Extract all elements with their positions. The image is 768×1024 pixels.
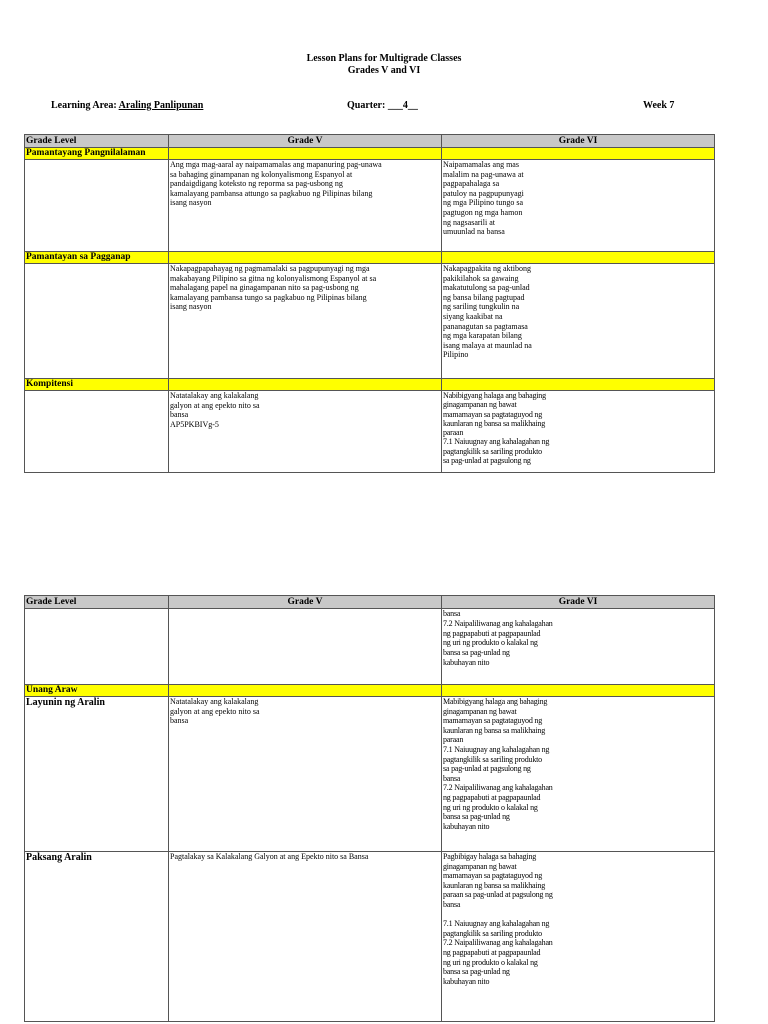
doc-subtitle: Grades V and VI (347, 65, 421, 76)
table-row (25, 264, 715, 379)
header-grade-vi: Grade VI (442, 596, 715, 609)
section-row (25, 252, 715, 264)
cell-grade-v: Ang mga mag-aaral ay naipamamalas ang mapanuring pag-unawa sa bahaging ginampanan ng kolonyalismong Espanyol at pandaigdigang koteksto ng reporma sa pag-usbong ng kamalayang pambansa attungo sa pagkabuo ng Pilipinas bilang isang nasyon (169, 160, 442, 252)
learning-area (51, 100, 203, 111)
cell-grade-v: Pagtalakay sa Kalakalang Galyon at ang Epekto nito sa Bansa (169, 852, 442, 1022)
cell-grade-v: Natatalakay ang kalakalang galyon at ang epekto nito sa bansa AP5PKBIVg-5 (169, 391, 442, 473)
header-grade-level: Grade Level (25, 596, 169, 609)
learning-area-value: Araling Panlipunan (118, 100, 204, 111)
section-label: Unang Araw (25, 685, 169, 697)
cell-grade-v: Nakapagpapahayag ng pagmamalaki sa pagpupunyagi ng mga makabayang Pilipino sa gitna ng kolonyalismong Espanyol at sa mahalagang papel na ginagampanan nito sa pag-usbong ng kamalayang pambansa tungo sa pagkabuo ng Pilipinas bilang isang nasyon (169, 264, 442, 379)
header-grade-vi: Grade VI (442, 135, 715, 148)
table-row (25, 609, 715, 685)
section-row (25, 379, 715, 391)
cell-grade-vi: Naipamamalas ang mas malalim na pag-unawa at pagpapahalaga sa patuloy na pagpupunyagi ng mga Pilipino tungo sa pagtugon ng mga hamon ng nagsasarili at umuunlad na bansa (442, 160, 715, 252)
table-row (25, 852, 715, 1022)
cell-grade-vi: Mabibigyang halaga ang bahaging ginagampanan ng bawat mamamayan sa pagtataguyod ng kaunlaran ng bansa sa malikhaing paraan 7.1 Naiuugnay ang kahalagahan ng pagtangkilik sa sariling produkto sa pag-unlad at pagsulong ng bansa 7.2 Naipaliliwanag ang kahalagahan ng pagpapabuti at pagpapaunlad ng uri ng produkto o kalakal ng bansa sa pag-unlad ng kabuhayan nito (442, 697, 715, 852)
table-header-row (25, 135, 715, 148)
header-grade-level: Grade Level (25, 135, 169, 148)
cell-grade-vi: Pagbibigay halaga sa bahaging ginagampanan ng bawat mamamayan sa pagtataguyod ng kaunlaran ng bansa sa malikhaing paraan sa pag-unlad at pagsulong ng bansa 7.1 Naiuugnay ang kahalagahan ng pagtangkilik sa sariling produkto 7.2 Naipaliliwanag ang kahalagahan ng pagpapabuti at pagpapaunlad ng uri ng produkto o kalakal ng bansa sa pag-unlad ng kabuhayan nito (442, 852, 715, 1022)
row-label-paksa: Paksang Aralin (25, 852, 169, 1022)
cell-grade-v: Natatalakay ang kalakalang galyon at ang epekto nito sa bansa (169, 697, 442, 852)
table-row (25, 160, 715, 252)
cell-grade-vi: Nakapagpakita ng aktibong pakikilahok sa gawaing makatutulong sa pag-unlad ng bansa bilang pagtupad ng sariling tungkulin na siyang kaakibat na pananagutan sa pagtamasa ng mga karapatan bilang isang malaya at maunlad na Pilipino (442, 264, 715, 379)
section-row (25, 148, 715, 160)
cell-grade-vi: bansa 7.2 Naipaliliwanag ang kahalagahan ng pagpapabuti at pagpapaunlad ng uri ng produkto o kalakal ng bansa sa pag-unlad ng kabuhayan nito (442, 609, 715, 685)
section-label: Kompitensi (25, 379, 169, 391)
learning-area-label: Learning Area: (51, 100, 117, 111)
week-label: Week 7 (643, 100, 675, 111)
table-row (25, 697, 715, 852)
lesson-table-2 (24, 595, 715, 1022)
quarter (347, 100, 418, 111)
row-label-layunin: Layunin ng Aralin (25, 697, 169, 852)
quarter-label: Quarter: (347, 100, 386, 111)
cell-grade-vi: Nabibigyang halaga ang bahaging ginagampanan ng bawat mamamayan sa pagtataguyod ng kaunlaran ng bansa sa malikhaing paraan 7.1 Naiuugnay ang kahalagahan ng pagtangkilik sa sariling produkto sa pag-unlad at pagsulong ng (442, 391, 715, 473)
section-label: Pamantayang Pangnilalaman (25, 148, 169, 160)
table-row (25, 391, 715, 473)
quarter-value: ___4__ (387, 100, 418, 111)
section-label: Pamantayan sa Pagganap (25, 252, 169, 264)
doc-title: Lesson Plans for Multigrade Classes (306, 53, 462, 64)
header-grade-v: Grade V (169, 135, 442, 148)
section-row (25, 685, 715, 697)
lesson-table-1 (24, 134, 715, 473)
table-header-row (25, 596, 715, 609)
header-grade-v: Grade V (169, 596, 442, 609)
